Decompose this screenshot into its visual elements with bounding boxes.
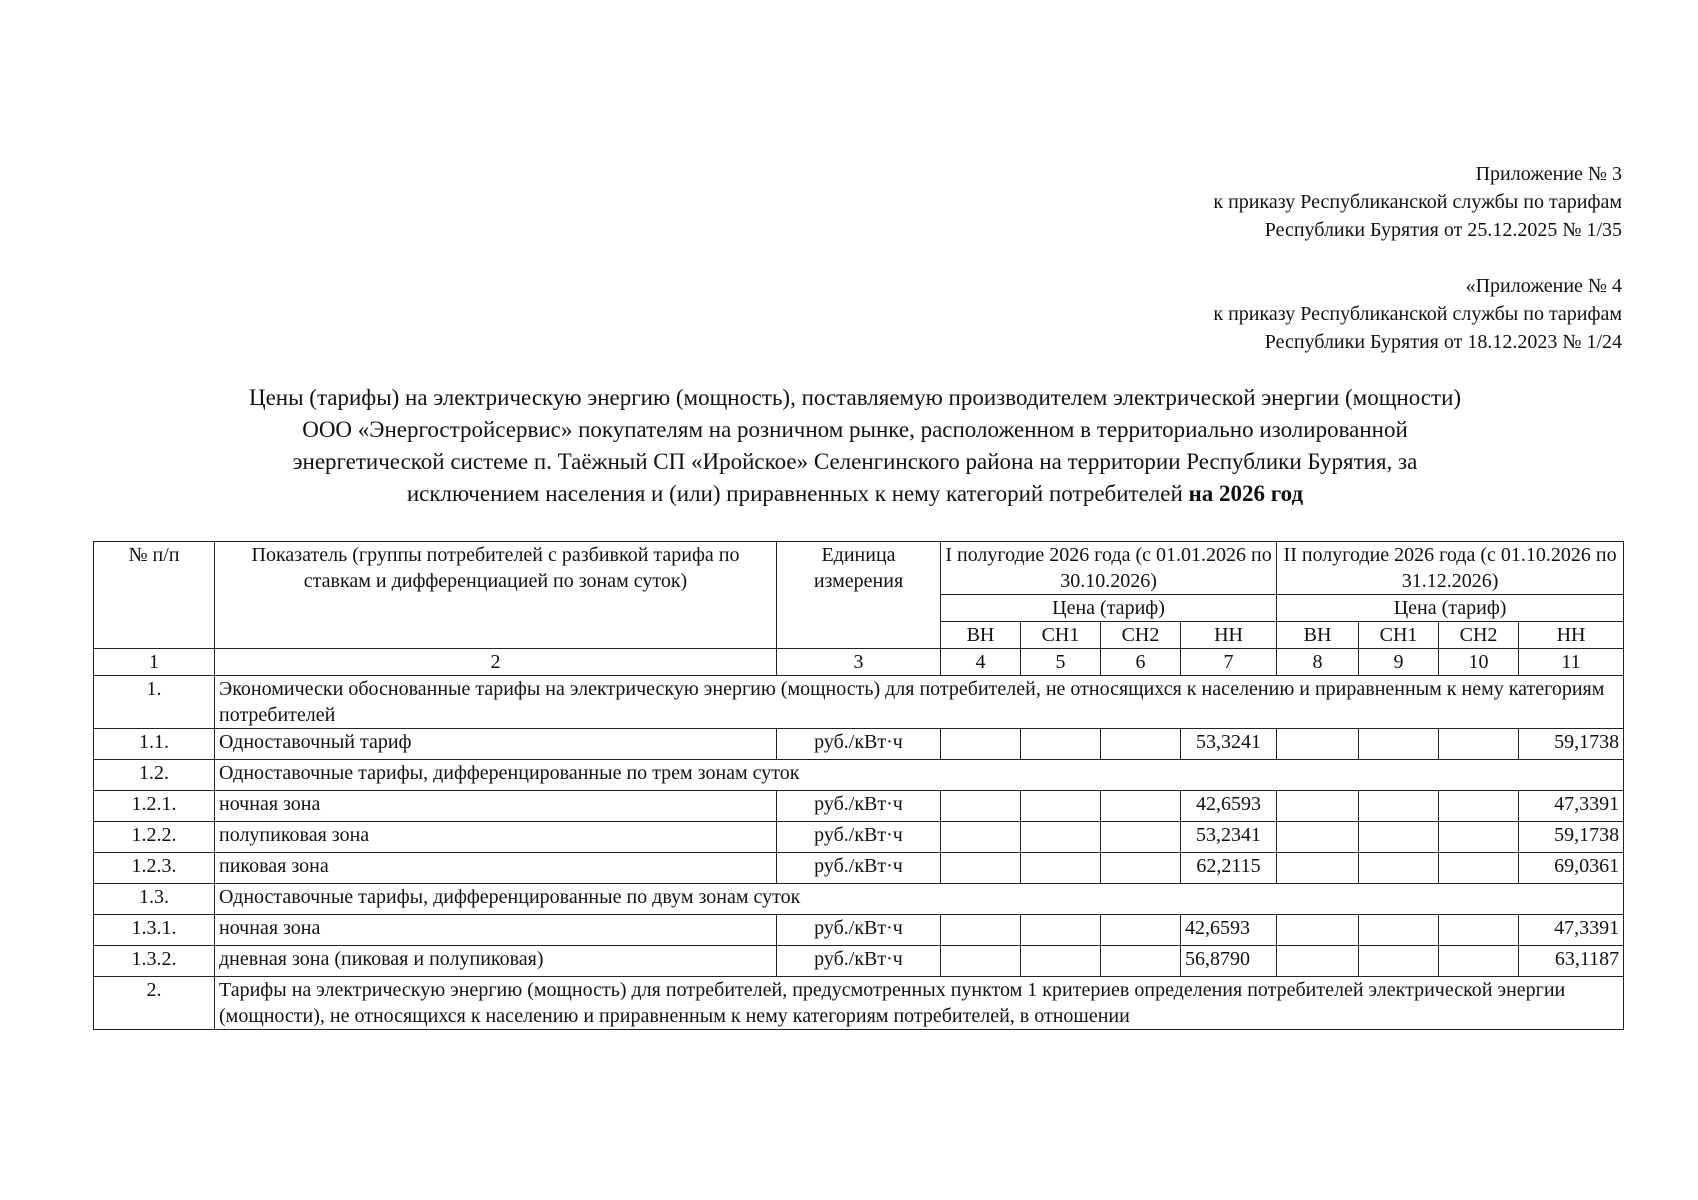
row-nn-half2: 47,3391	[1519, 791, 1624, 822]
empty-cell	[1277, 729, 1359, 760]
empty-cell	[1277, 946, 1359, 977]
empty-cell	[1439, 729, 1519, 760]
empty-cell	[1021, 822, 1101, 853]
empty-cell	[1277, 915, 1359, 946]
table-row	[94, 729, 1624, 760]
row-unit: руб./кВт·ч	[777, 853, 941, 884]
col-number: 3	[777, 649, 941, 676]
empty-cell	[1439, 946, 1519, 977]
empty-cell	[1359, 822, 1439, 853]
section-title: Тарифы на электрическую энергию (мощность) для потребителей, предусмотренных пунктом 1 критериев определения потребителей электрической энергии (мощности), не относящихся к населению и приравненным к нему категориям потребителей, в отношении	[215, 977, 1624, 1030]
title-line1: Цены (тарифы) на электрическую энергию (мощность), поставляемую производителем электрической энергии (мощности)	[248, 385, 1462, 410]
row-nn-half1: 42,6593	[1181, 915, 1277, 946]
empty-cell	[1101, 853, 1181, 884]
empty-cell	[1439, 915, 1519, 946]
row-num: 1.2.	[94, 760, 215, 791]
row-nn-half1: 62,2115	[1181, 853, 1277, 884]
col-number: 8	[1277, 649, 1359, 676]
header-price2: Цена (тариф)	[1277, 595, 1624, 622]
row-unit: руб./кВт·ч	[777, 729, 941, 760]
empty-cell	[941, 915, 1021, 946]
appendix-3-line2: к приказу Республиканской службы по тарифам	[1213, 191, 1622, 213]
empty-cell	[1101, 729, 1181, 760]
empty-cell	[941, 791, 1021, 822]
header-row-1	[94, 542, 1624, 595]
row-name: дневная зона (пиковая и полупиковая)	[215, 946, 777, 977]
table-row	[94, 760, 1624, 791]
section-title: Экономически обоснованные тарифы на электрическую энергию (мощность) для потребителей, не относящихся к населению и приравненным к нему категориям потребителей	[215, 676, 1624, 729]
col-number: 10	[1439, 649, 1519, 676]
empty-cell	[941, 946, 1021, 977]
empty-cell	[1101, 946, 1181, 977]
empty-cell	[1021, 791, 1101, 822]
empty-cell	[1439, 791, 1519, 822]
col-number: 4	[941, 649, 1021, 676]
title-year: на 2026 год	[1188, 481, 1304, 506]
empty-cell	[941, 822, 1021, 853]
row-name: ночная зона	[215, 915, 777, 946]
empty-cell	[1101, 822, 1181, 853]
level-sn1-1: СН1	[1021, 622, 1101, 649]
section-title: Одноставочные тарифы, дифференцированные по двум зонам суток	[215, 884, 1624, 915]
empty-cell	[1277, 853, 1359, 884]
row-num: 1.2.2.	[94, 822, 215, 853]
title-line3: энергетической системе п. Таёжный СП «Иройское» Селенгинского района на территории Республики Бурятия, за	[292, 449, 1418, 474]
table-row	[94, 915, 1624, 946]
tariff-table	[93, 541, 1624, 1030]
empty-cell	[1101, 791, 1181, 822]
row-num: 1.3.1.	[94, 915, 215, 946]
row-nn-half2: 59,1738	[1519, 729, 1624, 760]
header-num: № п/п	[94, 542, 215, 649]
empty-cell	[1021, 729, 1101, 760]
table-row	[94, 791, 1624, 822]
col-number: 1	[94, 649, 215, 676]
row-num: 1.2.3.	[94, 853, 215, 884]
table-row	[94, 676, 1624, 729]
empty-cell	[1359, 729, 1439, 760]
empty-cell	[1359, 946, 1439, 977]
empty-cell	[1021, 915, 1101, 946]
row-nn-half2: 69,0361	[1519, 853, 1624, 884]
row-num: 1.	[94, 676, 215, 729]
row-nn-half1: 56,8790	[1181, 946, 1277, 977]
row-num: 1.3.	[94, 884, 215, 915]
row-num: 1.1.	[94, 729, 215, 760]
title-line4-text: исключением населения и (или) приравненных к нему категорий потребителей	[406, 481, 1183, 506]
appendix-3-header	[1213, 160, 1622, 244]
row-num: 1.2.1.	[94, 791, 215, 822]
empty-cell	[1439, 853, 1519, 884]
level-vn-2: ВН	[1277, 622, 1359, 649]
level-sn2-1: СН2	[1101, 622, 1181, 649]
appendix-3-line1: Приложение № 3	[1475, 163, 1622, 185]
header-row-col-numbers	[94, 649, 1624, 676]
row-unit: руб./кВт·ч	[777, 791, 941, 822]
row-nn-half2: 47,3391	[1519, 915, 1624, 946]
empty-cell	[1359, 853, 1439, 884]
empty-cell	[941, 853, 1021, 884]
appendix-4-header	[1213, 272, 1622, 356]
col-number: 2	[215, 649, 777, 676]
row-nn-half1: 53,3241	[1181, 729, 1277, 760]
appendix-4-line3: Республики Бурятия от 18.12.2023 № 1/24	[1264, 331, 1622, 353]
col-number: 5	[1021, 649, 1101, 676]
col-number: 7	[1181, 649, 1277, 676]
empty-cell	[941, 729, 1021, 760]
level-vn-1: ВН	[941, 622, 1021, 649]
col-number: 11	[1519, 649, 1624, 676]
header-half1: I полугодие 2026 года (с 01.01.2026 по 30.10.2026)	[941, 542, 1277, 595]
table-row	[94, 946, 1624, 977]
row-name: полупиковая зона	[215, 822, 777, 853]
empty-cell	[1359, 791, 1439, 822]
col-number: 6	[1101, 649, 1181, 676]
row-name: ночная зона	[215, 791, 777, 822]
empty-cell	[1021, 853, 1101, 884]
empty-cell	[1359, 915, 1439, 946]
header-indicator: Показатель (группы потребителей с разбивкой тарифа по ставкам и дифференциацией по зонам суток)	[215, 542, 777, 649]
row-unit: руб./кВт·ч	[777, 946, 941, 977]
empty-cell	[1277, 791, 1359, 822]
appendix-3-line3: Республики Бурятия от 25.12.2025 № 1/35	[1264, 219, 1622, 241]
row-unit: руб./кВт·ч	[777, 822, 941, 853]
level-sn2-2: СН2	[1439, 622, 1519, 649]
empty-cell	[1021, 946, 1101, 977]
row-nn-half2: 59,1738	[1519, 822, 1624, 853]
header-half2: II полугодие 2026 года (с 01.10.2026 по 31.12.2026)	[1277, 542, 1624, 595]
table-row	[94, 977, 1624, 1030]
header-price1: Цена (тариф)	[941, 595, 1277, 622]
row-nn-half1: 42,6593	[1181, 791, 1277, 822]
table-row	[94, 853, 1624, 884]
appendix-4-line2: к приказу Республиканской службы по тарифам	[1213, 303, 1622, 325]
row-num: 2.	[94, 977, 215, 1030]
empty-cell	[1101, 915, 1181, 946]
row-num: 1.3.2.	[94, 946, 215, 977]
table-row	[94, 884, 1624, 915]
level-nn-1: НН	[1181, 622, 1277, 649]
title-line4	[90, 478, 1620, 510]
header-unit: Единица измерения	[777, 542, 941, 649]
row-nn-half1: 53,2341	[1181, 822, 1277, 853]
table-row	[94, 822, 1624, 853]
section-title: Одноставочные тарифы, дифференцированные по трем зонам суток	[215, 760, 1624, 791]
document-title	[90, 382, 1620, 510]
empty-cell	[1277, 822, 1359, 853]
appendix-4-line1: «Приложение № 4	[1465, 275, 1622, 297]
row-unit: руб./кВт·ч	[777, 915, 941, 946]
col-number: 9	[1359, 649, 1439, 676]
row-name: пиковая зона	[215, 853, 777, 884]
level-nn-2: НН	[1519, 622, 1624, 649]
row-nn-half2: 63,1187	[1519, 946, 1624, 977]
empty-cell	[1439, 822, 1519, 853]
row-name: Одноставочный тариф	[215, 729, 777, 760]
level-sn1-2: СН1	[1359, 622, 1439, 649]
title-line2: ООО «Энергостройсервис» покупателям на розничном рынке, расположенном в территориально изолированной	[302, 417, 1408, 442]
